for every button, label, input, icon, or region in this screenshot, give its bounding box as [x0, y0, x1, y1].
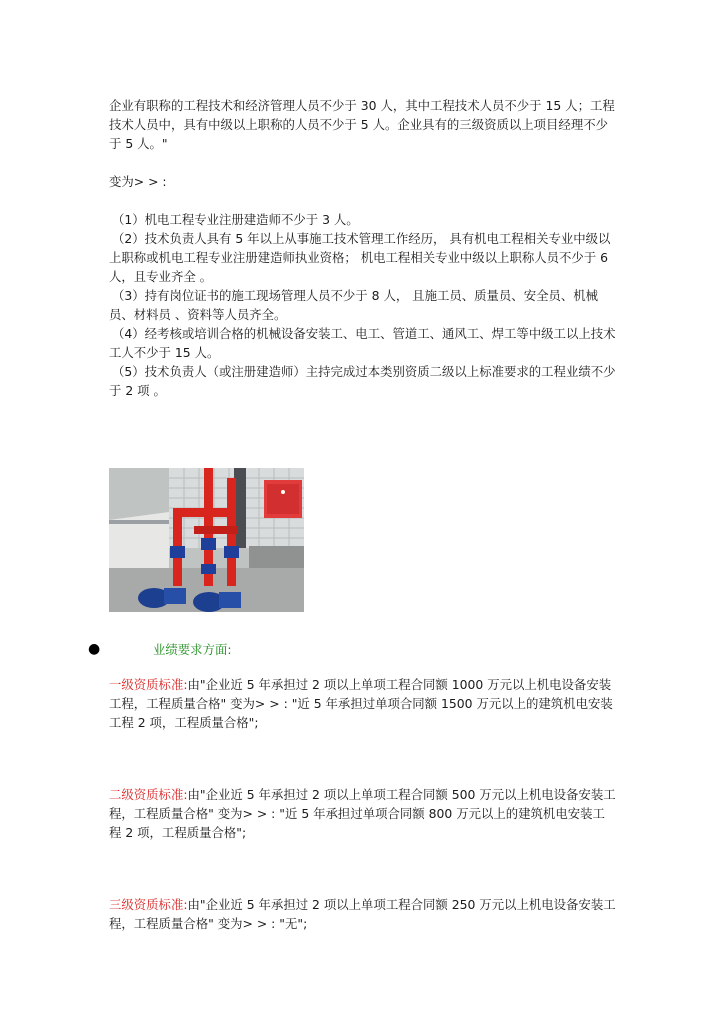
standard-level-3	[109, 895, 617, 933]
standard-label: 一级资质标准:	[109, 677, 188, 692]
standard-text: 由"企业近 5 年承担过 2 项以上单项工程合同额 250 万元以上机电设备安装工程，工程质量合格" 变为> > : "无";	[109, 897, 616, 931]
pump-room-illustration	[109, 468, 304, 612]
requirement-item-4: （4）经考核或培训合格的机械设备安装工、电工、管道工、通风工、焊工等中级工以上技术工人不少于 15 人。	[109, 326, 616, 360]
requirement-item-2: （2）技术负责人具有 5 年以上从事施工技术管理工作经历， 具有机电工程相关专业中级以上职称或机电工程专业注册建造师执业资格； 机电工程相关专业中级以上职称人员不少于 6 人，且专业齐全 。	[109, 231, 611, 284]
document-body	[109, 96, 617, 400]
standard-level-2	[109, 785, 617, 842]
standard-level-1	[109, 675, 617, 732]
bullet-icon: ●	[88, 641, 101, 657]
standard-label: 二级资质标准:	[109, 787, 188, 802]
requirement-item-3: （3）持有岗位证书的施工现场管理人员不少于 8 人， 且施工员、质量员、安全员、机械员、材料员 、资料等人员齐全。	[109, 288, 599, 322]
standard-label: 三级资质标准:	[109, 897, 188, 912]
standard-text: 由"企业近 5 年承担过 2 项以上单项工程合同额 500 万元以上机电设备安装工程，工程质量合格" 变为> > : "近 5 年承担过单项合同额 800 万元以上的建筑机电安装工程 2 项，工程质量合格";	[109, 787, 616, 840]
standard-text: 由"企业近 5 年承担过 2 项以上单项工程合同额 1000 万元以上机电设备安装工程，工程质量合格" 变为> > : "近 5 年承担过单项合同额 1500 万元以上的建筑机电安装工程 2 项，工程质量合格";	[109, 677, 613, 730]
requirement-item-5: （5）技术负责人（或注册建造师）主持完成过本类别资质二级以上标准要求的工程业绩不少于 2 项 。	[109, 364, 616, 398]
pump-room-photo	[109, 468, 304, 612]
intro-paragraph: 企业有职称的工程技术和经济管理人员不少于 30 人，其中工程技术人员不少于 15 人；工程技术人员中，具有中级以上职称的人员不少于 5 人。企业具有的三级资质以上项目经理不少于 5 人。"	[109, 98, 615, 151]
change-label: 变为> > :	[109, 174, 167, 189]
bullet-heading: 业绩要求方面:	[153, 642, 232, 657]
requirement-list	[109, 210, 617, 400]
requirement-item-1: （1）机电工程专业注册建造师不少于 3 人。	[112, 212, 359, 227]
